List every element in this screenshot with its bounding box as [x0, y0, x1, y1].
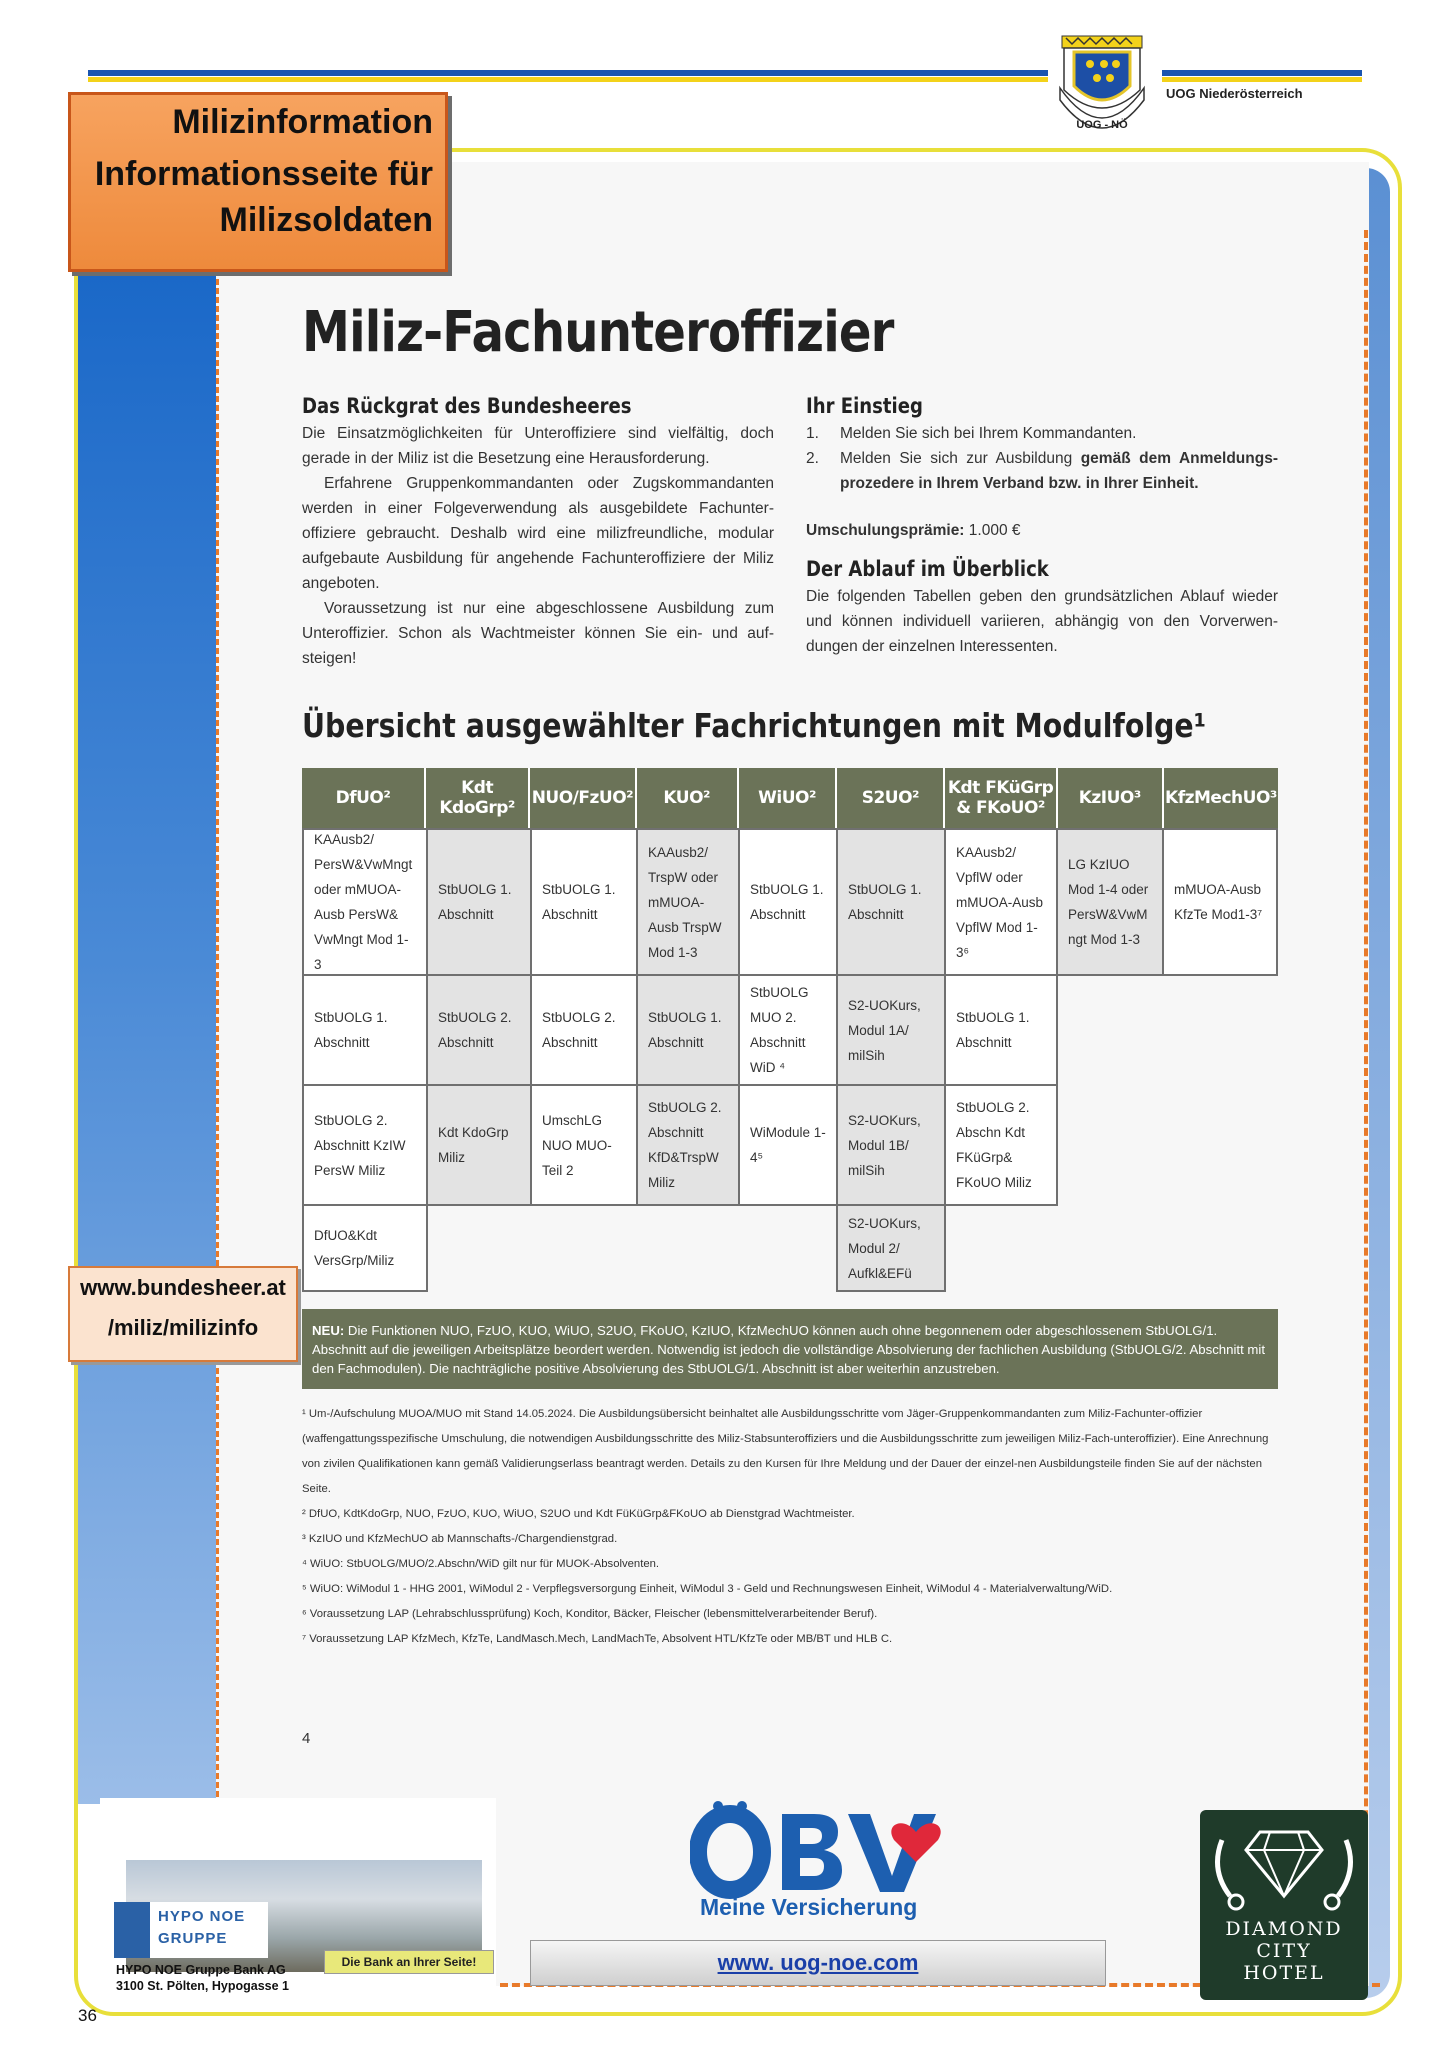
step-text-plain: Melden Sie sich zur Ausbildung — [840, 450, 1081, 467]
hypo-logo-line2: GRUPPE — [158, 1930, 228, 1947]
einstieg-step-2 — [806, 446, 1278, 496]
hypo-address-line2: 3100 St. Pölten, Hypogasse 1 — [116, 1979, 289, 1993]
table-cell: StbUOLG 2. Abschnitt KzIW PersW Miliz — [302, 1084, 428, 1206]
einstieg-step-1 — [806, 421, 1278, 446]
milizinfo-title: Milizinformation — [172, 103, 433, 141]
neu-label: NEU: — [312, 1323, 345, 1338]
table-cell: UmschLG NUO MUO-Teil 2 — [530, 1084, 638, 1206]
hypo-slogan: Die Bank an Ihrer Seite! — [324, 1950, 494, 1974]
org-name: UOG Niederösterreich — [1166, 86, 1303, 101]
footnote-1: ¹ Um-/Aufschulung MUOA/MUO mit Stand 14.05.2024. Die Ausbildungsübersicht beinhaltet alle Ausbildungsschritte vom Jäger-Gruppenkommandanten zum Miliz-Fachunter-offizier (waffengattungsspezifische Umschulung, die notwendigen Ausbildungsschritte des Miliz-Stabsunteroffiziers und die Ausbildungsschritte zum jeweiligen Miliz-Fach-unteroffizier). Eine Anrechnung von zivilen Qualifikationen kann gemäß Validierungserlass beantragt werden. Details zu den Kursen für Ihre Meldung und der Dauer der einzel-nen Ausbildungsteile finden Sie auf der nächsten Seite. — [302, 1408, 1269, 1495]
overview-paragraph: Die folgenden Tabellen geben den grundsätzlichen Ablauf wieder und können individuell variieren, abhängig von den Vorverwen-dungen der einzelnen Interessenten. — [806, 588, 1278, 655]
modules-table — [302, 768, 1278, 1281]
footnote-5: ⁵ WiUO: WiModul 1 - HHG 2001, WiModul 2 - Verpflegsversorgung Einheit, WiModul 3 - Geld und Rechnungswesen Einheit, WiModul 4 - Materialverwaltung/WiD. — [302, 1583, 1113, 1595]
table-cell: StbUOLG 2. Abschn Kdt FKüGrp& FKoUO Miliz — [944, 1084, 1058, 1206]
orange-dash-right — [1364, 230, 1368, 1950]
left-paragraph-2: Erfahrene Gruppenkommandanten oder Zugskommandanten werden in einer Folgeverwendung als ausgebildete Fachunter-offiziere gebraucht. Deshalb wird eine milizfreundliche, modular aufgebaute Ausbildung für angehende Fachunteroffiziere der Miliz angeboten. — [302, 475, 774, 592]
table-cell: StbUOLG 1. Abschnitt — [530, 828, 638, 976]
col-header-kdt-fkuegrp: Kdt FKüGrp & FKoUO² — [945, 768, 1057, 828]
table-cell: StbUOLG 2. Abschnitt — [530, 974, 638, 1086]
article-left-column — [302, 394, 774, 671]
hypo-logo-line1: HYPO NOE — [158, 1908, 246, 1925]
table-cell: StbUOLG 1. Abschnitt — [836, 828, 946, 976]
footnote-4: ⁴ WiUO: StbUOLG/MUO/2.Abschn/WiD gilt nur für MUOK-Absolventen. — [302, 1558, 660, 1570]
table-cell: StbUOLG 2. Abschnitt — [426, 974, 532, 1086]
table-cell: StbUOLG 1. Abschnitt — [426, 828, 532, 976]
page-number: 36 — [78, 2006, 97, 2025]
header-stripe-yellow — [88, 77, 1048, 82]
table-cell: WiModule 1-4⁵ — [738, 1084, 838, 1206]
hypo-address-line1: HYPO NOE Gruppe Bank AG — [116, 1963, 286, 1977]
footnote-3: ³ KzIUO und KfzMechUO ab Mannschafts-/Chargendienstgrad. — [302, 1533, 618, 1545]
footnote-7: ⁷ Voraussetzung LAP KfzMech, KfzTe, LandMasch.Mech, LandMachTe, Absolvent HTL/KfzTe oder MB/BT und HLB C. — [302, 1633, 893, 1645]
table-header-row — [302, 768, 1278, 828]
right-blue-band — [1366, 168, 1390, 1998]
table-cell: mMUOA-Ausb KfzTe Mod1-3⁷ — [1162, 828, 1278, 976]
obv-tagline: Meine Versicherung — [700, 1894, 918, 1920]
uog-crest-logo — [1052, 28, 1152, 143]
bundesheer-link-line2: /miliz/milizinfo — [107, 1315, 259, 1340]
neu-text: Die Funktionen NUO, FzUO, KUO, WiUO, S2UO, FKoUO, KzIUO, KfzMechUO können auch ohne begonnenem oder abgeschlossenem StbUOLG/1. Abschnitt auf die jeweiligen Arbeitsplätze beordert werden. Notwendig ist jedoch die vollständige Absolvierung der fachlichen Ausbildung (StbUOLG/2. Abschnitt mit den Fachmodulen). Die nachträgliche positive Absolvierung des StbUOLG/1. Abschnitt ist aber weiterhin anzustreben. — [312, 1323, 1265, 1376]
col-header-wiuo: WiUO² — [739, 768, 837, 828]
article-right-column — [806, 394, 1278, 659]
col-header-kfzmechuo: KfzMechUO³ — [1165, 788, 1277, 808]
milizinfo-subtitle — [83, 151, 433, 243]
table-cell: StbUOLG 1. Abschnitt — [738, 828, 838, 976]
premium-label: Umschulungsprämie: — [806, 522, 965, 539]
left-paragraph-1: Die Einsatzmöglichkeiten für Unteroffiziere sind vielfältig, doch gerade in der Miliz ist die Besetzung eine Herausforderung. — [302, 425, 774, 467]
table-cell: StbUOLG 2. Abschnitt KfD&TrspW Miliz — [636, 1084, 740, 1206]
right-heading-ablauf: Der Ablauf im Überblick — [806, 557, 1049, 581]
footnote-6: ⁶ Voraussetzung LAP (Lehrabschlussprüfung) Koch, Konditor, Bäcker, Fleischer (lebensmittelverarbeitender Beruf). — [302, 1608, 878, 1620]
crest-text: UOG - NÖ — [1076, 119, 1128, 131]
left-paragraph-3: Voraussetzung ist nur eine abgeschlossene Ausbildung zum Unteroffizier. Schon als Wachtmeister können Sie ein- und auf-steigen! — [302, 600, 774, 667]
header-stripe-blue-right — [1162, 70, 1362, 76]
milizinfo-subtitle-line2: Milizsoldaten — [219, 201, 433, 239]
header-stripe-yellow-right — [1162, 77, 1362, 82]
table-cell: StbUOLG 1. Abschnitt — [636, 974, 740, 1086]
table-cell: S2-UOKurs, Modul 1A/ milSih — [836, 974, 946, 1086]
col-header-kdt-kdogrp: Kdt KdoGrp² — [426, 768, 530, 828]
col-header-dfuo: DfUO² — [302, 768, 426, 828]
section-title: Übersicht ausgewählter Fachrichtungen mit Modulfolge¹ — [302, 706, 1207, 745]
table-cell: S2-UOKurs, Modul 2/ Aufkl&EFü — [836, 1204, 946, 1292]
bundesheer-link-line1: www.bundesheer.at — [80, 1275, 286, 1300]
article-title: Miliz-Fachunteroffizier — [302, 300, 894, 365]
col-header-kziuo: KzIUO³ — [1058, 768, 1164, 828]
premium-line — [806, 518, 1278, 543]
right-heading-einstieg: Ihr Einstieg — [806, 394, 923, 418]
table-cell: DfUO&Kdt VersGrp/Miliz — [302, 1204, 428, 1292]
diamond-line1: DIAMOND — [1225, 1918, 1343, 1940]
einstieg-list — [806, 421, 1278, 496]
table-cell: S2-UOKurs, Modul 1B/ milSih — [836, 1084, 946, 1206]
hypo-logo — [114, 1902, 268, 1958]
neu-notice-box — [302, 1309, 1278, 1389]
table-cell: StbUOLG MUO 2. Abschnitt WiD ⁴ — [738, 974, 838, 1086]
col-header-kuo: KUO² — [637, 768, 739, 828]
milizinfo-box — [68, 92, 448, 272]
premium-value: 1.000 € — [964, 522, 1021, 539]
diamond-line3: HOTEL — [1243, 1962, 1325, 1984]
table-cell: KAAusb2/ TrspW oder mMUOA-Ausb TrspW Mod 1-3 — [636, 828, 740, 976]
table-cell: KAAusb2/ PersW&VwMngt oder mMUOA-Ausb PersW& VwMngt Mod 1-3 — [302, 828, 428, 976]
milizinfo-subtitle-line1: Informationsseite für — [94, 155, 433, 193]
table-cell: Kdt KdoGrp Miliz — [426, 1084, 532, 1206]
diamond-icon — [1200, 1810, 1368, 1920]
uog-website-link[interactable]: www. uog-noe.com — [530, 1940, 1106, 1986]
col-header-nuo-fzuo: NUO/FzUO² — [530, 768, 636, 828]
inner-page-number: 4 — [302, 1730, 311, 1747]
footnote-2: ² DfUO, KdtKdoGrp, NUO, FzUO, KUO, WiUO, S2UO und Kdt FüKüGrp&FKoUO ab Dienstgrad Wachtmeister. — [302, 1508, 855, 1520]
diamond-line2: CITY — [1256, 1940, 1312, 1962]
left-heading: Das Rückgrat des Bundesheeres — [302, 394, 632, 418]
table-cell: StbUOLG 1. Abschnitt — [944, 974, 1058, 1086]
table-cell: KAAusb2/ VpflW oder mMUOA-Ausb VpflW Mod 1-3⁶ — [944, 828, 1058, 976]
bundesheer-link[interactable] — [68, 1266, 298, 1362]
step-text: Melden Sie sich bei Ihrem Kommandanten. — [840, 425, 1137, 442]
diamond-city-hotel-name — [1200, 1918, 1368, 1984]
step-text-bold: gemäß dem Anmeldungs-prozedere in Ihrem Verband bzw. in Ihrer Einheit. — [840, 450, 1278, 492]
step-number: 2. — [806, 450, 819, 467]
step-number: 1. — [806, 425, 819, 442]
table-cell: LG KzIUO Mod 1-4 oder PersW&VwM ngt Mod 1-3 — [1056, 828, 1164, 976]
step-text — [840, 446, 1278, 496]
table-cell: StbUOLG 1. Abschnitt — [302, 974, 428, 1086]
footnotes — [302, 1402, 1278, 1652]
left-blue-band — [78, 270, 216, 1804]
hypo-address — [116, 1962, 289, 1994]
header-stripe-blue — [88, 70, 1048, 76]
col-header-s2uo: S2UO² — [837, 768, 945, 828]
